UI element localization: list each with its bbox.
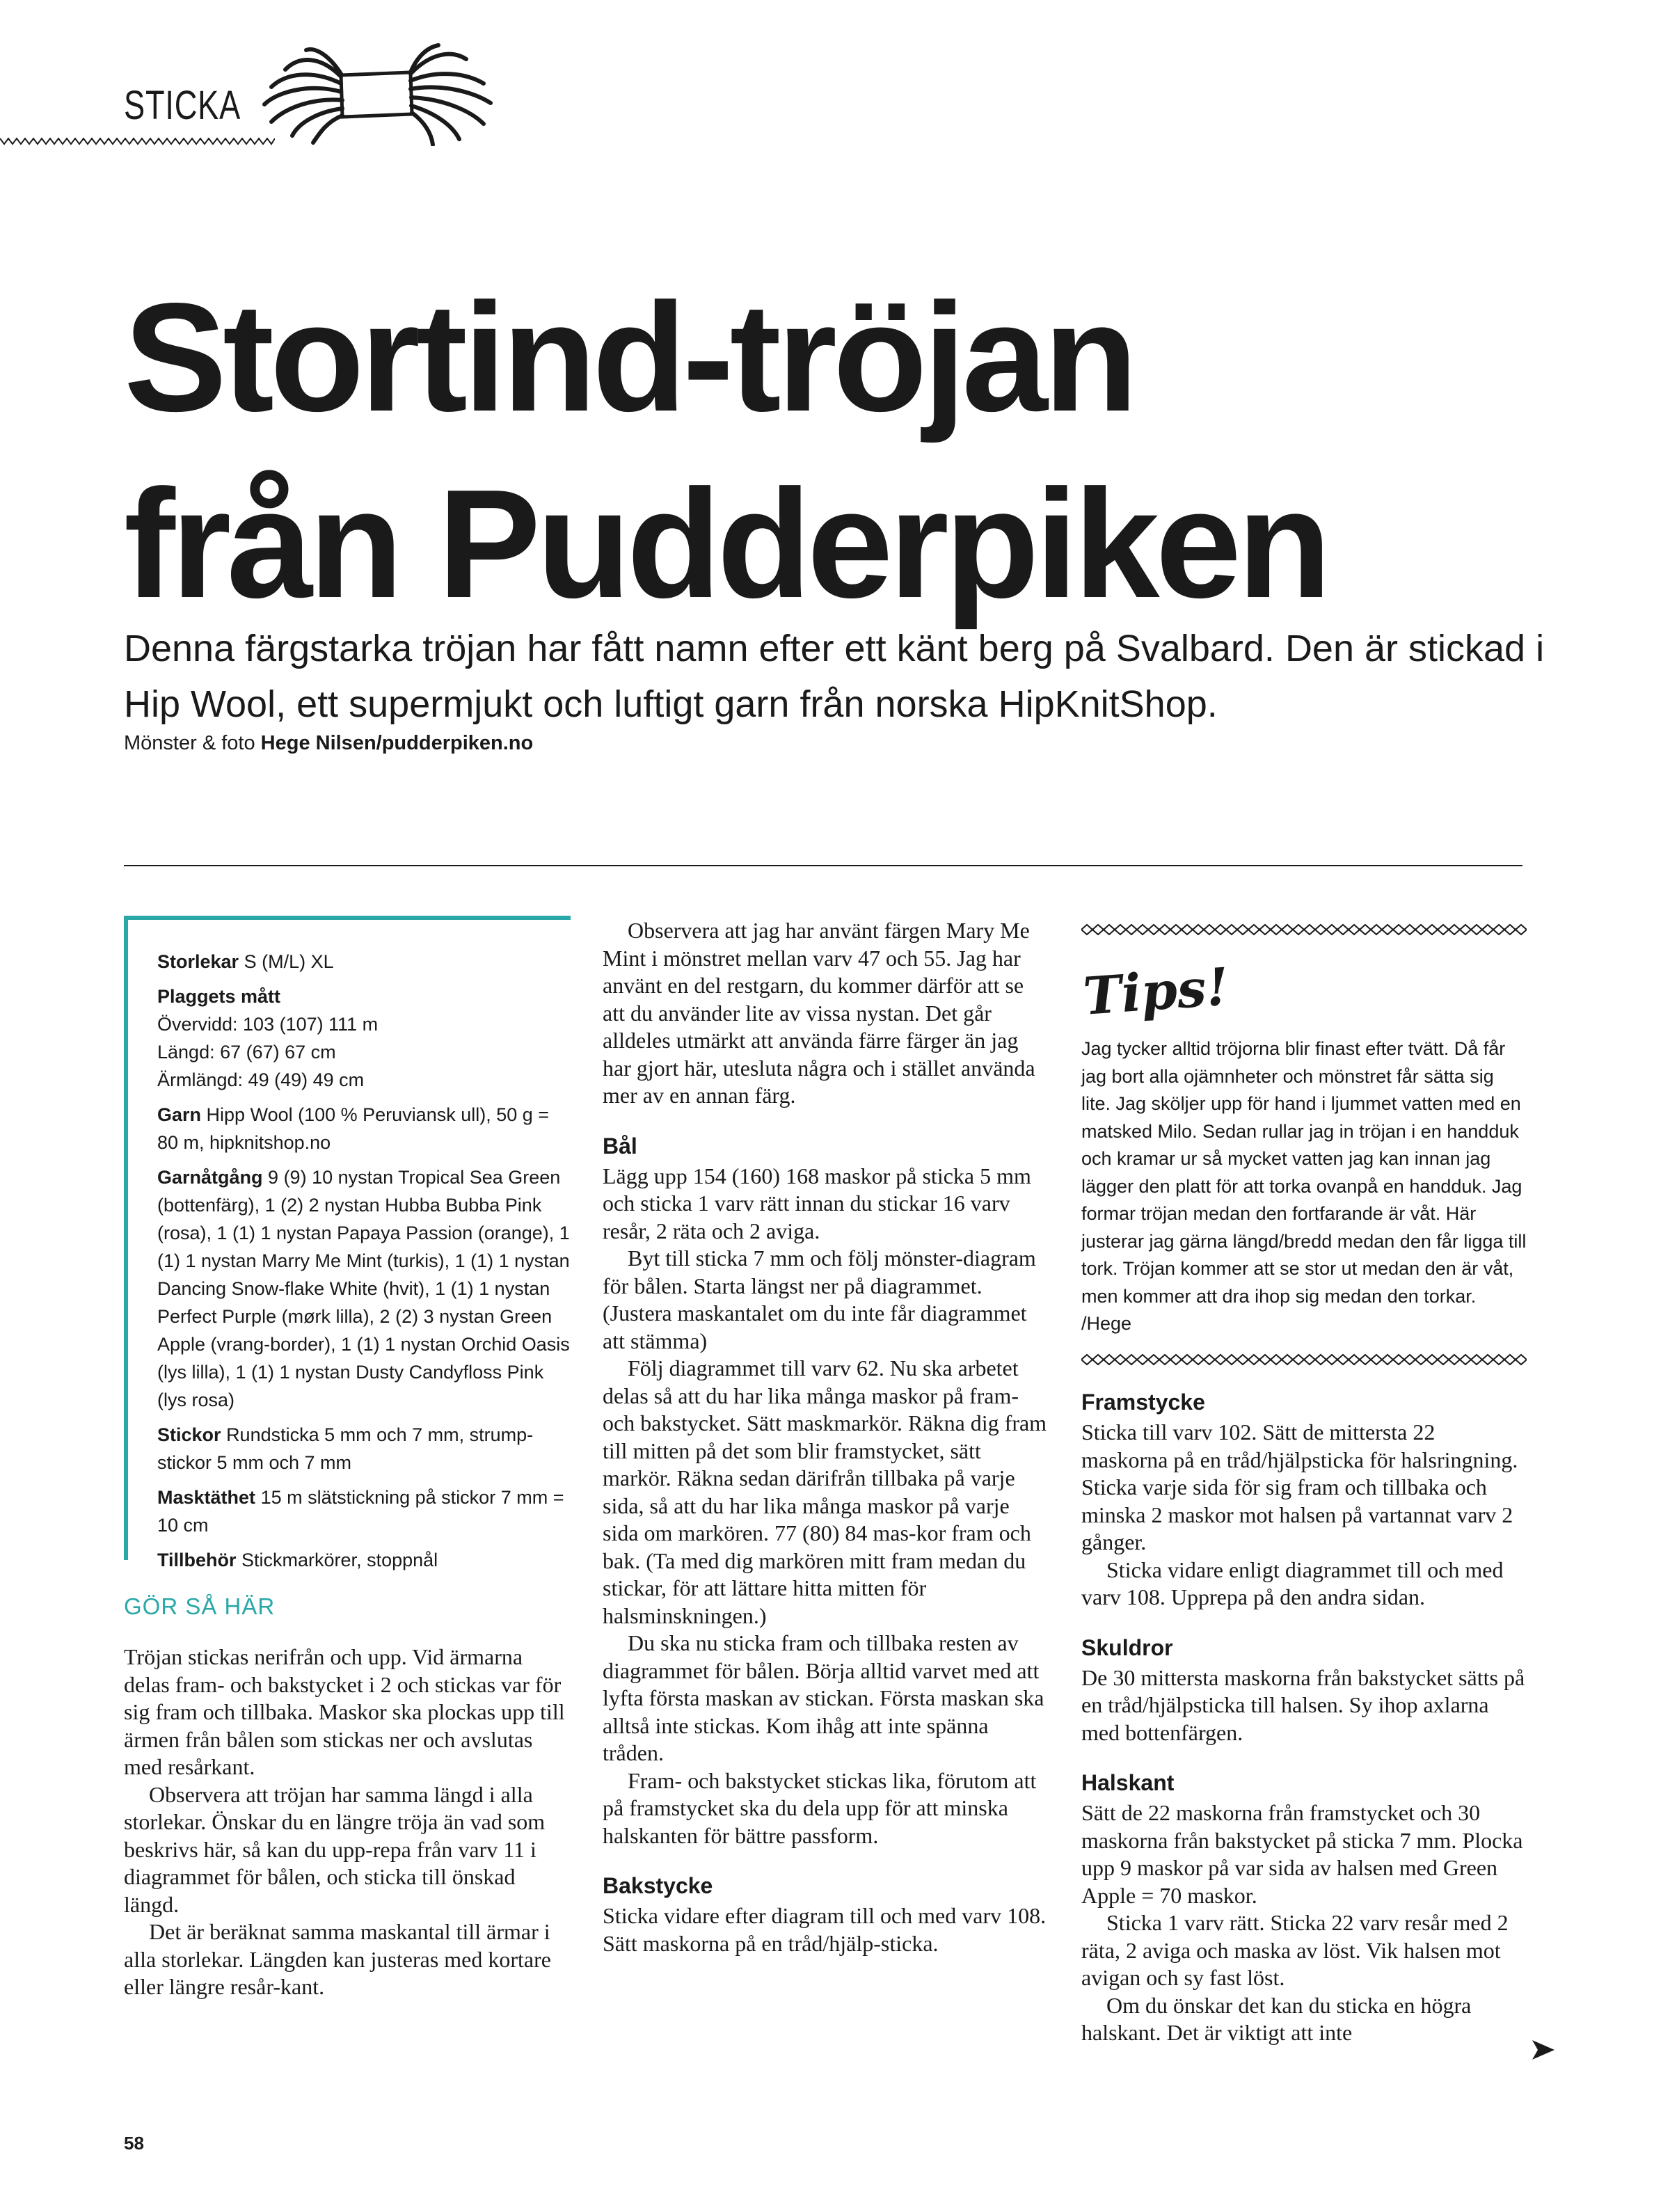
paragraph: Du ska nu sticka fram och tillbaka resten av diagrammet för bålen. Börja alltid varvet med att lyfta första maskan av stickan. Första maskan ska alltså inte stickas. Kom ihåg att inte spänna tråden. <box>603 1630 1044 1765</box>
paragraph: Lägg upp 154 (160) 168 maskor på sticka 5 mm och sticka 1 varv rätt innan du stickar 16 varv resår, 2 räta och 2 aviga. <box>603 1163 1031 1243</box>
fact-value: 9 (9) 10 nystan Tropical Sea Green (bottenfärg), 1 (2) 2 nystan Hubba Bubba Pink (rosa), 1 (1) 1 nystan Papaya Passion (orange), 1 (1) 1 nystan Marry Me Mint (turkis), 1 (1) 1 nystan Dancing Snow-flake White (hvit), 1 (1) 1 nystan Perfect Purple (mørk lilla), 2 (2) 3 nystan Green Apple (vrang-border), 1 (1) 1 nystan Orchid Oasis (lys lilla), 1 (1) 1 nystan Dusty Candyfloss Pink (lys rosa) <box>157 1167 570 1410</box>
fact-tillbehor <box>157 1546 575 1574</box>
paragraph: Observera att tröjan har samma längd i alla storlekar. Önskar du en längre tröja än vad som beskrivs här, så kan du upp-repa från varv 11 i diagrammet för bålen, och sticka till önskad längd. <box>124 1781 546 1917</box>
fact-value: Längd: 67 (67) 67 cm <box>157 1042 336 1063</box>
subheading-halskant: Halskant <box>1081 1770 1175 1795</box>
credit-line <box>124 732 533 755</box>
diamond-divider-bottom <box>1081 1353 1527 1367</box>
credit-name: Hege Nilsen/pudderpiken.no <box>260 732 534 754</box>
fact-value: Övervidd: 103 (107) 111 m <box>157 1014 379 1035</box>
fact-value: Ärmlängd: 49 (49) 49 cm <box>157 1069 365 1090</box>
horizontal-rule <box>124 865 1522 866</box>
paragraph: Det är beräknat samma maskantal till ärmar i alla storlekar. Längden kan justeras med kortare eller längre resår-kant. <box>124 1919 551 1999</box>
fact-garn <box>157 1101 575 1156</box>
paragraph: De 30 mittersta maskorna från bakstycket sätts på en tråd/hjälpsticka till halsen. Sy ihop axlarna med bottenfärgen. <box>1081 1664 1525 1745</box>
pattern-facts-box <box>124 916 571 1570</box>
subheading-framstycke: Framstycke <box>1081 1390 1205 1415</box>
fact-garnatgang <box>157 1163 575 1414</box>
paragraph: Fram- och bakstycket stickas lika, förutom att på framstycket ska du dela upp för att minska halskanten för bättre passform. <box>603 1767 1037 1848</box>
tips-title: Tips! <box>1081 957 1231 1027</box>
paragraph: Byt till sticka 7 mm och följ mönster-diagram för bålen. Starta längst ner på diagrammet. (Justera maskantalet om du inte får diagrammet att stämma) <box>603 1246 1036 1353</box>
paragraph: Sätt de 22 maskorna från framstycket och 30 maskorna från bakstycket på sticka 7 mm. Plocka upp 9 maskor på var sida av halsen med Green Apple = 70 maskor. <box>1081 1800 1523 1908</box>
tips-body <box>1081 1035 1527 1338</box>
fact-label: Storlekar <box>157 951 239 972</box>
fact-label: Masktäthet <box>157 1487 256 1508</box>
paragraph: Sticka till varv 102. Sätt de mittersta 22 maskorna på en tråd/hjälpsticka för halsringning. Sticka varje sida för sig fram och tillbaka och minska 2 maskor mot halsen på vartannat varv 2 gånger. <box>1081 1419 1518 1554</box>
fact-value: 15 m slätstickning på stickor 7 mm = 10 cm <box>157 1487 564 1536</box>
fact-label: Garn <box>157 1104 202 1125</box>
zigzag-divider-top <box>0 136 275 146</box>
subheading-skuldror: Skuldror <box>1081 1634 1173 1660</box>
title-line-2: från Pudderpiken <box>124 458 1328 630</box>
paragraph: Tröjan stickas nerifrån och upp. Vid ärmarna delas fram- och bakstycket i 2 och stickas var för sig fram och tillbaka. Maskor ska plockas upp till ärmen från bålen som stickas ner och avslutas med resårkant. <box>124 1644 565 1779</box>
article-lead: Denna färgstarka tröjan har fått namn efter ett känt berg på Svalbard. Den är stickad i Hip Wool, ett supermjukt och luftigt garn från norska HipKnitShop. <box>124 628 1545 725</box>
continue-arrow-icon <box>1531 2037 1556 2062</box>
yarn-skein-icon <box>244 42 508 146</box>
fact-label: Plaggets mått <box>157 986 281 1007</box>
fact-value: Hipp Wool (100 % Peruviansk ull), 50 g = 80 m, hipknitshop.no <box>157 1104 550 1153</box>
credit-prefix: Mönster & foto <box>124 732 255 754</box>
page-number: 58 <box>124 2133 144 2154</box>
tips-text: Jag tycker alltid tröjorna blir finast efter tvätt. Då får jag bort alla ojämnheter och mönstret får sätta sig lite. Jag sköljer upp för hand i ljummet vatten med en matsked Milo. Sedan rullar jag in tröjan i en handduk och kramar ur så mycket vatten jag kan innan jag lägger den platt för att torka ovanpå en handduk. Jag formar tröjan medan den fortfarande är våt. Här justerar jag gärna längd/bredd medan den får ligga till tork. Tröjan kommer att se stor ut medan den är våt, men kommer att dra ihop sig medan den torkar. /Hege <box>1081 1038 1527 1334</box>
paragraph: Om du önskar det kan du sticka en högra halskant. Det är viktigt att inte <box>1081 1992 1472 2045</box>
article-title <box>124 264 1585 637</box>
subheading-bakstycke: Bakstycke <box>603 1873 713 1898</box>
paragraph: Sticka vidare enligt diagrammet till och med varv 108. Upprepa på den andra sidan. <box>1081 1557 1504 1609</box>
fact-value: S (M/L) XL <box>244 951 334 972</box>
fact-stickor <box>157 1421 575 1477</box>
fact-label: Garnåtgång <box>157 1167 263 1188</box>
section-heading-instructions: GÖR SÅ HÄR <box>124 1593 276 1619</box>
fact-label: Stickor <box>157 1424 221 1445</box>
body-column-2 <box>603 917 1048 1957</box>
fact-label: Tillbehör <box>157 1550 237 1570</box>
fact-value: Rundsticka 5 mm och 7 mm, strump-stickor 5 mm och 7 mm <box>157 1424 534 1473</box>
paragraph: Sticka vidare efter diagram till och med varv 108. Sätt maskorna på en tråd/hjälp-sticka. <box>603 1903 1047 1956</box>
paragraph: Observera att jag har använt färgen Mary Me Mint i mönstret mellan varv 47 och 55. Jag har använt en del restgarn, du kommer därför att se att du använder lite av vissa nystan. Det går alldeles utmärkt att använda färre färger än jag har gjort här, utesluta några och i stället använda mer av en annan färg. <box>603 918 1035 1108</box>
fact-storlekar <box>157 948 575 976</box>
fact-value: Stickmarkörer, stoppnål <box>241 1550 438 1570</box>
fact-matt <box>157 982 575 1094</box>
title-line-1: Stortind-tröjan <box>124 271 1134 444</box>
diamond-divider-top <box>1081 923 1527 937</box>
paragraph: Sticka 1 varv rätt. Sticka 22 varv resår med 2 räta, 2 aviga och maska av löst. Vik halsen mot avigan och sy fast löst. <box>1081 1910 1509 1990</box>
body-column-1 <box>124 1644 569 2001</box>
paragraph: Följ diagrammet till varv 62. Nu ska arbetet delas så att du har lika många maskor på fram- och bakstycket. Sätt maskmarkör. Räkna dig fram till mitten på det som blir framstycket, sätt markör. Räkna sedan därifrån tillbaka på varje sida, så att du har lika många maskor på varje sida om markören. 77 (80) 84 mas-kor fram och bak. (Ta med dig markören mitt fram medan du stickar, för att lättare hitta mitten för halsminskningen.) <box>603 1355 1047 1628</box>
subheading-bal: Bål <box>603 1133 637 1159</box>
body-column-3 <box>1081 1388 1527 2047</box>
fact-masktathet <box>157 1483 575 1539</box>
section-label: STICKA <box>124 83 241 128</box>
pattern-facts-content <box>157 948 575 1581</box>
